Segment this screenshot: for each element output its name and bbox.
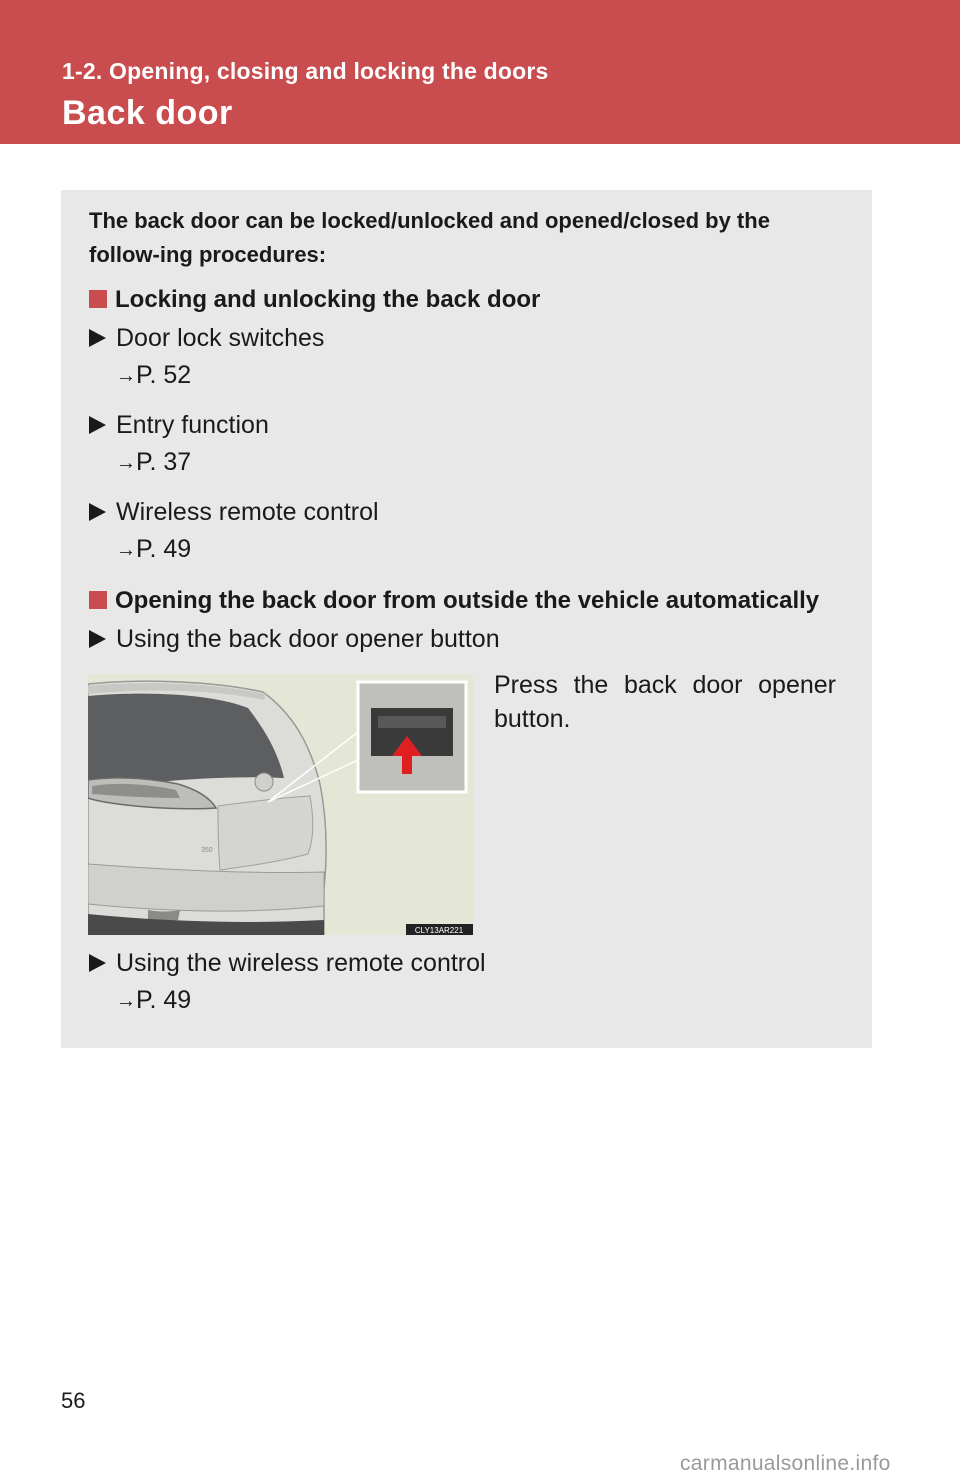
page-reference-link[interactable]: →P. 49 [116,535,192,563]
page-number: 56 [61,1388,86,1413]
triangle-bullet-icon [89,329,106,347]
right-arrow-icon: → [116,990,136,1012]
page-reference-link[interactable]: →P. 52 [116,361,192,389]
page-reference-link[interactable]: →P. 37 [116,448,192,476]
heading-locking [89,286,540,314]
right-arrow-icon: → [116,452,136,474]
list-item: Wireless remote control [89,498,379,527]
figure-code: CLY13AR221 [414,926,464,935]
triangle-bullet-icon [89,630,106,648]
list-item: Door lock switches [89,324,324,353]
list-item: Using the wireless remote control [89,949,486,978]
page-reference-link[interactable]: →P. 49 [116,986,192,1014]
heading-opening [89,587,819,615]
right-arrow-icon: → [116,539,136,561]
page-header [0,0,960,144]
red-square-icon [89,591,107,609]
list-item: Entry function [89,411,269,440]
list-item: Using the back door opener button [89,625,500,654]
red-square-icon [89,290,107,308]
triangle-bullet-icon [89,954,106,972]
triangle-bullet-icon [89,503,106,521]
intro-text: The back door can be locked/unlocked and opened/closed by the follow-ing procedures: [89,208,770,267]
heading-opening-label: Opening the back door from outside the vehicle automatically [115,587,820,614]
model-badge: 350 [201,847,213,854]
section-title: 1-2. Opening, closing and locking the doors [62,58,549,84]
page-title: Back door [62,94,233,132]
content-panel [61,190,872,1048]
car-rear-illustration [88,674,473,935]
right-arrow-icon: → [116,365,136,387]
heading-locking-label: Locking and unlocking the back door [115,286,541,313]
back-door-illustration [88,674,473,935]
triangle-bullet-icon [89,416,106,434]
instruction-text: Press the back door opener button. [494,671,836,733]
watermark: carmanualsonline.info [680,1452,891,1475]
